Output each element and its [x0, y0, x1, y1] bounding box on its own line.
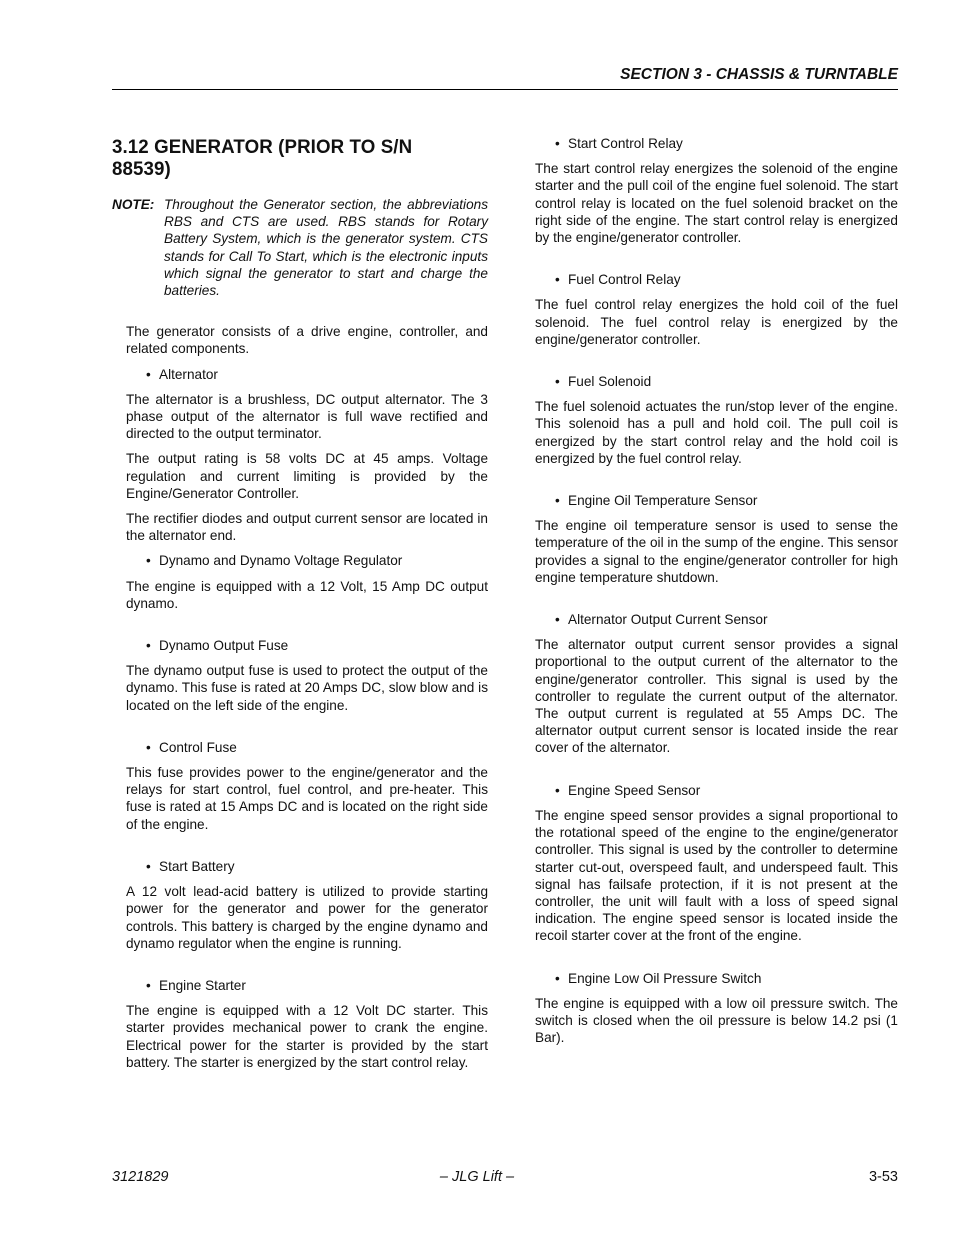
bullet-low-oil-pressure-switch [555, 970, 898, 987]
footer-doc-number: 3121829 [112, 1169, 169, 1185]
paragraph: The rectifier diodes and output current sensor are located in the alternator end. [126, 511, 488, 544]
spacer [535, 594, 898, 611]
right-column [535, 135, 898, 1054]
spacer [535, 953, 898, 970]
bullet-label: Fuel Solenoid [568, 374, 652, 390]
bullet-label: Engine Speed Sensor [568, 782, 701, 798]
bullet-engine-starter [146, 977, 488, 994]
bullet-dot-icon: • [555, 136, 560, 151]
bullet-dot-icon: • [555, 782, 560, 798]
bullet-label: Engine Low Oil Pressure Switch [568, 970, 762, 986]
bullet-dot-icon: • [555, 970, 560, 986]
note-label: NOTE: [112, 197, 155, 212]
spacer [535, 765, 898, 782]
bullet-label: Dynamo and Dynamo Voltage Regulator [159, 553, 403, 569]
bullet-dynamo [146, 552, 488, 569]
bullet-label: Alternator Output Current Sensor [568, 612, 768, 628]
bullet-label: Start Control Relay [568, 136, 683, 151]
spacer [126, 620, 488, 637]
paragraph: The output rating is 58 volts DC at 45 amps. Voltage regulation and current limiting is provided by the Engine/Generator Controller. [126, 451, 488, 501]
left-column [112, 136, 488, 1079]
bullet-label: Control Fuse [159, 739, 237, 755]
left-body [112, 323, 488, 1071]
header-rule [112, 89, 898, 90]
bullet-label: Engine Oil Temperature Sensor [568, 493, 758, 509]
bullet-control-fuse [146, 739, 488, 756]
bullet-dot-icon: • [555, 612, 560, 628]
spacer [126, 722, 488, 739]
bullet-label: Fuel Control Relay [568, 272, 681, 288]
spacer [535, 356, 898, 373]
bullet-start-battery [146, 858, 488, 875]
paragraph: The engine speed sensor provides a signal proportional to the rotational speed of the engine to the engine/generator controller. This signal is used by the controller to determine starter cut-out, overspeed fault, and underspeed fault. This signal has failsafe protection, if it is not present at the controller, the unit will fault with a loss of speed signal indication. The engine speed sensor is located inside the recoil starter cover at the front of the engine. [535, 807, 898, 944]
paragraph: The start control relay energizes the solenoid of the engine starter and the pull coil of the engine fuel solenoid. The start control relay is located on the fuel solenoid bracket on the right side of the engine. The start control relay is energized by the engine/generator controller. [535, 161, 898, 246]
section-title: 3.12 GENERATOR (PRIOR TO S/N 88539) [112, 136, 413, 180]
footer-page-number: 3-53 [868, 1169, 898, 1185]
bullet-label: Alternator [159, 366, 218, 382]
bullet-dot-icon: • [555, 272, 560, 288]
bullet-dot-icon: • [146, 739, 151, 755]
bullet-label: Engine Starter [159, 977, 246, 993]
paragraph: The fuel control relay energizes the hold coil of the fuel solenoid. The fuel control relay is energized by the engine/generator controller. [535, 297, 898, 347]
spacer [126, 960, 488, 977]
intro-paragraph: The generator consists of a drive engine, controller, and related components. [126, 324, 488, 357]
bullet-oil-temperature-sensor [555, 492, 898, 509]
paragraph: The engine oil temperature sensor is used to sense the temperature of the oil in the sump of the engine. This sensor provides a signal to the engine/generator controller for high engine temperature shutdown. [535, 518, 898, 585]
bullet-dot-icon: • [146, 366, 151, 382]
bullet-dynamo-fuse [146, 637, 488, 654]
bullet-start-control-relay [555, 135, 898, 152]
bullet-fuel-solenoid [555, 373, 898, 390]
spacer [535, 254, 898, 271]
paragraph: The alternator is a brushless, DC output alternator. The 3 phase output of the alternator is full wave rectified and directed to the output terminator. [126, 391, 488, 442]
paragraph: The engine is equipped with a 12 Volt, 15 Amp DC output dynamo. [126, 578, 488, 611]
bullet-dot-icon: • [146, 858, 151, 874]
paragraph: A 12 volt lead-acid battery is utilized to provide starting power for the generator and power for the generator controls. This battery is charged by the engine dynamo and dynamo regulator when the engine is running. [126, 884, 488, 951]
bullet-dot-icon: • [146, 638, 151, 654]
note-text: Throughout the Generator section, the abbreviations RBS and CTS are used. RBS stands for Rotary Battery System, which is the generator system. CTS stands for Call To Start, which is the electronic inputs which signal the generator to start and charge the batteries. [164, 197, 488, 299]
bullet-dot-icon: • [146, 977, 151, 993]
paragraph: The engine is equipped with a low oil pressure switch. The switch is closed when the oil pressure is below 14.2 psi (1 Bar). [535, 995, 898, 1046]
paragraph: The alternator output current sensor provides a signal proportional to the output current of the alternator to the engine/generator controller. This signal is used by the controller to regulate the current output of the alternator. The output current is regulated at 55 Amps DC. The alternator output current sensor is located inside the rear cover of the alternator. [535, 637, 898, 756]
bullet-dot-icon: • [555, 374, 560, 390]
note-block [112, 196, 488, 299]
bullet-dot-icon: • [146, 553, 151, 569]
paragraph: This fuse provides power to the engine/generator and the relays for start control, fuel control, and pre-heater. This fuse is rated at 15 Amps DC and is located on the right side of the engine. [126, 765, 488, 832]
spacer [126, 841, 488, 858]
bullet-fuel-control-relay [555, 271, 898, 288]
bullet-label: Dynamo Output Fuse [159, 638, 289, 654]
footer-publisher: – JLG Lift – [439, 1169, 515, 1185]
bullet-alternator [146, 366, 488, 383]
bullet-label: Start Battery [159, 858, 235, 874]
bullet-engine-speed-sensor [555, 782, 898, 799]
paragraph: The dynamo output fuse is used to protect the output of the dynamo. This fuse is rated at 20 Amps DC, slow blow and is located on the left side of the engine. [126, 663, 488, 713]
running-header: SECTION 3 - CHASSIS & TURNTABLE [620, 66, 898, 83]
paragraph: The engine is equipped with a 12 Volt DC starter. This starter provides mechanical power to crank the engine. Electrical power for the starter is provided by the start battery. The starter is energized by the start control relay. [126, 1003, 488, 1070]
bullet-dot-icon: • [555, 493, 560, 509]
bullet-alternator-current-sensor [555, 611, 898, 628]
spacer [535, 475, 898, 492]
paragraph: The fuel solenoid actuates the run/stop lever of the engine. This solenoid has a pull and hold coil. The pull coil is energized by the start control relay and the hold coil is energized by the fuel control relay. [535, 399, 898, 466]
